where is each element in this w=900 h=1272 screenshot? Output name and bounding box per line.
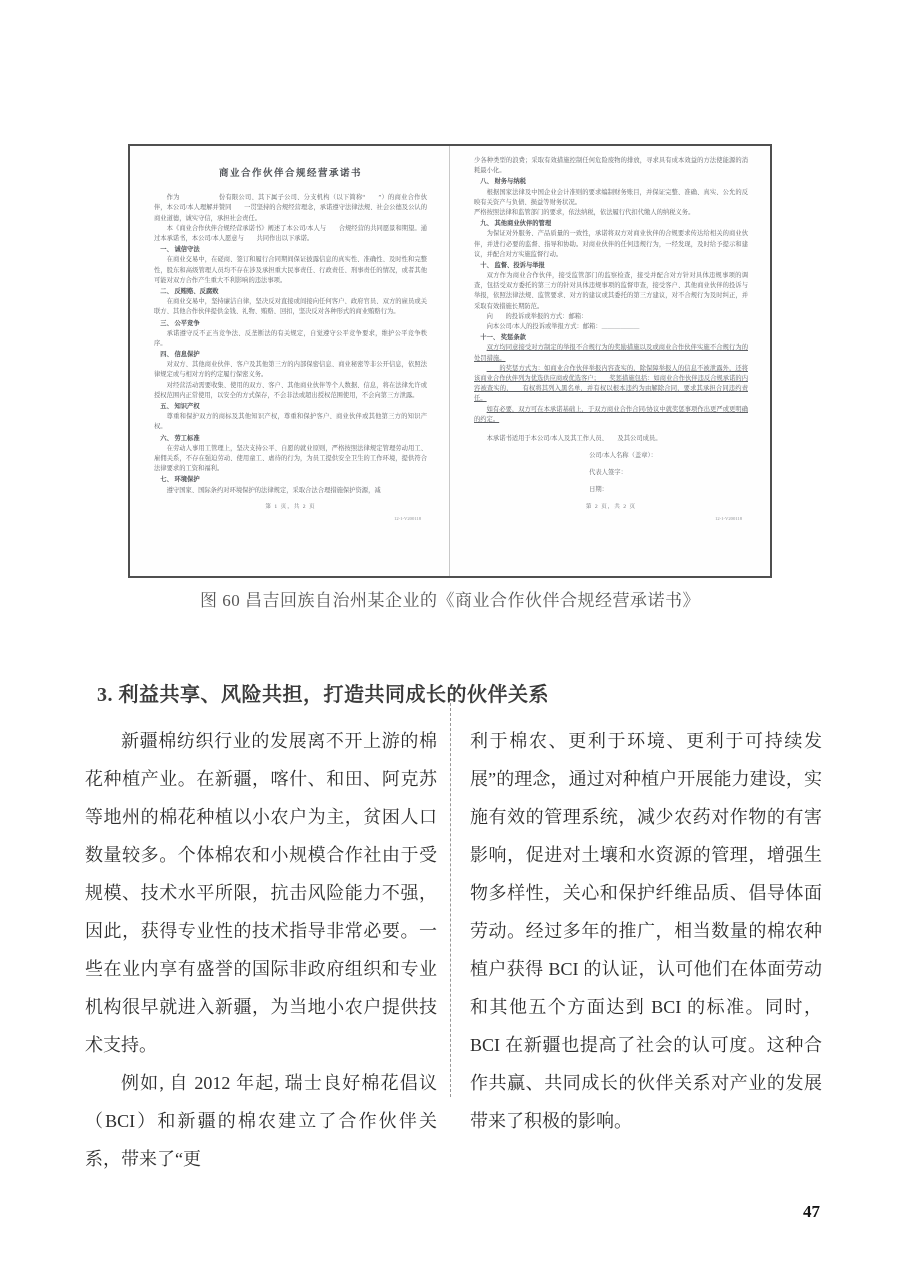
scan-page-footer: 第 1 页，共 2 页 xyxy=(265,503,316,510)
scan-section-heading: 一、 诚信守法 xyxy=(160,246,200,254)
scan-signature-line: 公司/本人名称（盖章）： xyxy=(589,452,657,460)
scan-paragraph: 尊重和保护双方的商标及其他知识产权，尊重和保护客户、商业伙伴或其他第三方的知识产权。 xyxy=(154,413,427,431)
scan-section-heading: 二、 反贿赂、反腐败 xyxy=(160,287,219,295)
scan-paragraph: 本《商业合作伙伴合规经营承诺书》阐述了本公司/本人与 合规经营的共同愿景和期望。通过本承诺书，本公司/本人愿意与 共同作出以下承诺。 xyxy=(154,224,427,243)
scan-form-code: 12-1-V200118 xyxy=(715,515,742,521)
scan-paragraph: 本承诺书适用于本公司/本人及其工作人员、 及其公司成员。 xyxy=(486,434,662,442)
scan-paragraph: 双方作为商业合作伙伴，接受监管部门的监察检查，接受并配合对方针对具体违规事项的调查，包括受双方委托的第三方的针对具体违规事项的监督审查，接受客户、其他商业伙伴的投诉与举报，依照法律法规、监管要求、对方的建议或其委托的第三方建议，对不合规行为及时纠正，并采取有效措施长期防范。 xyxy=(474,272,748,310)
scan-paragraph: 根据国家法律及中国企业会计准则的要求编制财务账目，并保证完整、准确、真实、公允的反映有关资产与负债、损益等财务状况。 xyxy=(474,188,748,206)
scan-paragraph: 如有必要，双方可在本承诺基础上，于双方商业合作合同/协议中就奖惩事项作出更严或更明确的约定。 xyxy=(474,405,748,423)
scan-signature-line: 日期： xyxy=(589,486,608,494)
section-heading: 3. 利益共享、风险共担，打造共同成长的伙伴关系 xyxy=(97,684,549,706)
scan-paragraph: 向本公司/本人的投诉或举报方式：邮箱：＿＿＿＿＿＿ xyxy=(486,323,640,330)
body-columns xyxy=(85,722,822,1178)
body-paragraph: 新疆棉纺织行业的发展离不开上游的棉花种植产业。在新疆，喀什、和田、阿克苏等地州的棉花种植以小农户为主，贫困人口数量较多。个体棉农和小规模合作社由于受规模、技术水平所限，抗击风险能力不强，因此，获得专业性的技术指导非常必要。一些在业内享有盛誉的国际非政府组织和专业机构很早就进入新疆，为当地小农户提供技术支持。 xyxy=(85,731,437,1055)
scan-paragraph: 对经营活动需要收集、使用的双方、客户、其他商业伙伴等个人数据、信息，将在法律允许或授权范围内正常使用，以安全的方式保存，不会非法或超出授权范围使用，不会向第三方泄露。 xyxy=(154,381,427,399)
scan-paragraph: 在商业交易中，坚持廉洁自律，坚决反对直接或间接向任何客户、政府官员、双方的雇员或关联方、其他合作伙伴提供金钱、礼物、贿赂、回扣，坚决反对各种形式的商业贿赂行为。 xyxy=(154,298,427,316)
scan-section-heading: 三、 公平竞争 xyxy=(160,319,200,327)
scan-section-heading: 九、 其他商业伙伴的管理 xyxy=(480,220,552,228)
scan-section-heading: 四、 信息保护 xyxy=(160,351,200,359)
scan-page-1 xyxy=(130,146,450,576)
scan-paragraph: 向 的投诉或举报的方式：邮箱： xyxy=(486,312,616,320)
scan-paragraph: 遵守国家、国际条约对环境保护的法律规定，采取合法合理措施保护资源，减 xyxy=(166,486,381,494)
body-paragraph: 例如, 自 2012 年起, 瑞士良好棉花倡议（BCI）和新疆的棉农建立了合作伙伴关系，带来了“更 xyxy=(85,1073,437,1169)
scan-signature-line: 代表人签字： xyxy=(589,469,627,477)
body-column-left xyxy=(85,722,437,1178)
page-number: 47 xyxy=(803,1202,820,1221)
scan-paragraph: 对双方、其他商业伙伴、客户及其他第三方的内部保密信息、商业秘密等非公开信息，依照法律规定或与相对方的约定履行保密义务。 xyxy=(154,361,427,379)
scan-paragraph: 承诺遵守反不正当竞争法、反垄断法的有关规定，自觉遵守公平竞争要求，维护公平竞争秩序。 xyxy=(154,329,427,347)
scan-section-heading: 八、 财务与纳税 xyxy=(480,178,526,186)
scan-paragraph: 在商业交易中，在磋商、签订和履行合同期间保证披露信息的真实性、准确性、及时性和完整性，股东和高级管理人员均不存在涉及承担重大民事责任、行政责任、刑事责任的情况，或者其他可能对双方合作产生重大不利影响的违法事项。 xyxy=(154,256,427,284)
scan-paragraph: 的奖惩方式为：如商业合作伙伴举报内容查实的，除保障举报人的信息不被泄露外，还将该商业合作伙伴列为优选供应商或优选客户； 奖惩措施包括：如商业合作伙伴违反合规承诺的内容被查实的， 有权将其列入黑名单，并有权以根本违约为由解除合同，要求其承担合同违约责任。 xyxy=(474,364,748,403)
scan-section-heading: 十一、 奖惩条款 xyxy=(480,334,526,342)
scanned-document-figure xyxy=(128,144,772,578)
figure-caption: 图 60 昌吉回族自治州某企业的《商业合作伙伴合规经营承诺书》 xyxy=(200,591,700,610)
scan-section-heading: 十、 监督、投诉与举报 xyxy=(480,261,545,269)
scan-paragraph: 双方均同意接受对方制定的举报不合规行为的奖励措施以及或商业合作伙伴实施不合规行为的处罚措施。 xyxy=(474,344,748,362)
scan-paragraph: 少各种类型的浪费；采取有效措施控制任何危险废物的排放，寻求具有成本效益的方法使能源的消耗最小化。 xyxy=(474,157,748,175)
body-column-right xyxy=(470,722,822,1178)
scan-page-footer: 第 2 页，共 2 页 xyxy=(585,503,637,510)
body-paragraph: 利于棉农、更利于环境、更利于可持续发展”的理念，通过对种植户开展能力建设，实施有效的管理系统，减少农药对作物的有害影响，促进对土壤和水资源的管理，增强生物多样性，关心和保护纤维品质、倡导体面劳动。经过多年的推广，相当数量的棉农种植户获得 BCI 的认证，认可他们在体面劳动和其他五个方面达到 BCI 的标准。同时，BCI 在新疆也提高了社会的认可度。这种合作共赢、共同成长的伙伴关系对产业的发展带来了积极的影响。 xyxy=(470,731,822,1131)
scan-section-heading: 五、 知识产权 xyxy=(160,403,200,411)
scan-paragraph: 严格按照法律和监管部门的要求，依法纳税，依法履行代扣代缴人的纳税义务。 xyxy=(474,208,695,216)
scan-form-code: 12-1-V200118 xyxy=(394,515,421,521)
scan-paragraph: 作为 份有限公司、其下属子公司、分支机构（以下简称“ ”）的商业合作伙伴，本公司/本人理解并赞同 一贯坚持的合规经营理念，承诺遵守法律法规、社会公德及公认的商业道德，诚实守信，承担社会责任。 xyxy=(154,194,427,222)
scan-paragraph: 为保证对外服务、产品质量的一致性，承诺将双方对商业伙伴的合规要求传达给相关的商业伙伴，并进行必要的监督、指导和协助。对商业伙伴的任何违规行为，一经发现，及时给予提示和建议，并配合对方实施监督行动。 xyxy=(474,230,748,258)
scan-section-heading: 六、 劳工标准 xyxy=(160,434,200,442)
scan-document-title: 商业合作伙伴合规经营承诺书 xyxy=(218,169,362,179)
scan-section-heading: 七、 环境保护 xyxy=(160,476,200,484)
scan-paragraph: 在劳动人事用工管理上，坚决支持公平、自愿的就业原则，严格按照法律规定管理劳动用工、雇佣关系，不存在强迫劳动、使用童工、虐待的行为，为员工提供安全卫生的工作环境，提供符合法律要求的工资和福利。 xyxy=(154,444,427,473)
scan-page-2 xyxy=(450,146,770,576)
